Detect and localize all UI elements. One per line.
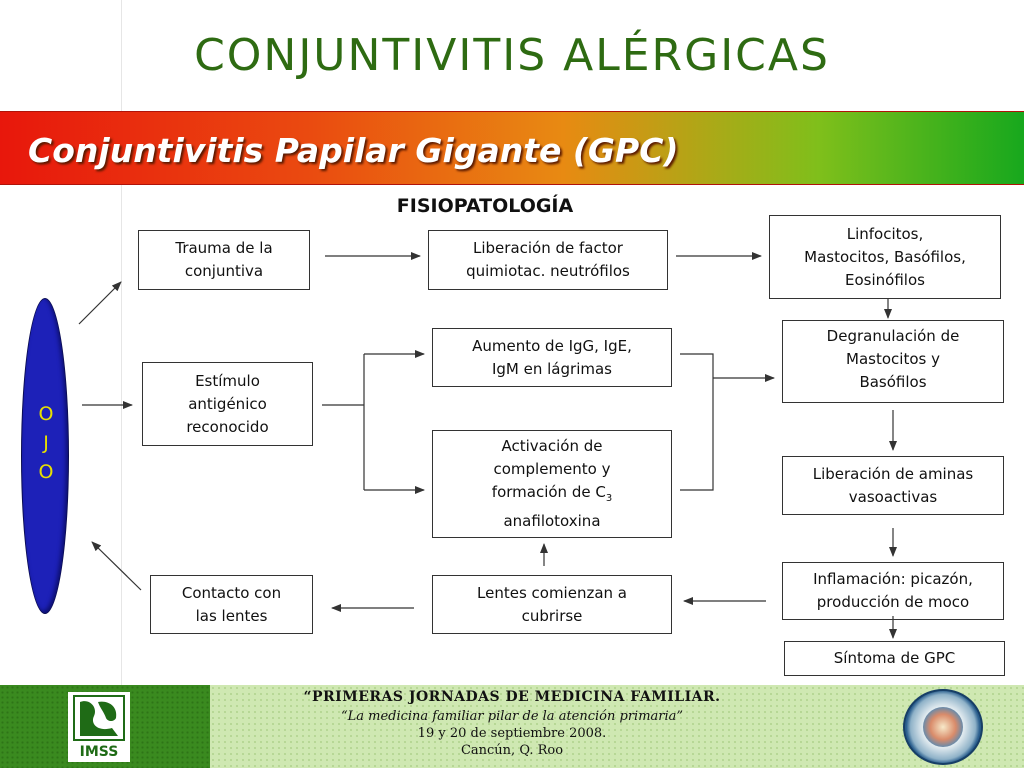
node-aumento-igg: Aumento de IgG, IgE, IgM en lágrimas bbox=[432, 328, 672, 387]
node-estimulo-antigenico: Estímulo antigénico reconocido bbox=[142, 362, 313, 446]
eye-letter-o1: O bbox=[38, 403, 54, 425]
footer-event-title: “PRIMERAS JORNADAS DE MEDICINA FAMILIAR. bbox=[303, 689, 721, 705]
node-sintoma-gpc: Síntoma de GPC bbox=[784, 641, 1005, 676]
node-trauma-conjuntiva: Trauma de la conjuntiva bbox=[138, 230, 310, 290]
diagram-heading: FISIOPATOLOGÍA bbox=[396, 195, 574, 217]
footer-band bbox=[0, 685, 1024, 768]
page-title: CONJUNTIVITIS ALÉRGICAS bbox=[194, 30, 830, 81]
eye-letter-j: J bbox=[43, 432, 49, 454]
footer-event-subtitle: “La medicina familiar pilar de la atención primaria” bbox=[340, 709, 684, 724]
node-inflamacion: Inflamación: picazón, producción de moco bbox=[782, 562, 1004, 620]
eye-letter-o2: O bbox=[38, 461, 54, 483]
arrow-contacto-to-eye bbox=[92, 542, 141, 590]
node-liberacion-aminas: Liberación de aminas vasoactivas bbox=[782, 456, 1004, 515]
node-liberacion-factor: Liberación de factor quimiotac. neutrófilos bbox=[428, 230, 668, 290]
footer-event-date: 19 y 20 de septiembre 2008. bbox=[417, 726, 607, 741]
node-contacto-lentes: Contacto con las lentes bbox=[150, 575, 313, 634]
banner-title: Conjuntivitis Papilar Gigante (GPC) bbox=[28, 131, 679, 170]
node-activacion-complemento: Activación de complemento y formación de $C_3$ anafilotoxina bbox=[432, 430, 672, 538]
node-degranulacion: Degranulación de Mastocitos y Basófilos bbox=[782, 320, 1004, 403]
medical-seal-center bbox=[923, 707, 963, 747]
medical-seal-icon bbox=[903, 689, 983, 765]
node-linfocitos: Linfocitos, Mastocitos, Basófilos, Eosinófilos bbox=[769, 215, 1001, 299]
footer-event-location: Cancún, Q. Roo bbox=[460, 743, 564, 758]
node-lentes-cubrirse: Lentes comienzan a cubrirse bbox=[432, 575, 672, 634]
arrow-eye-to-trauma bbox=[79, 282, 121, 324]
imss-logo-text: IMSS bbox=[79, 744, 119, 760]
bracket-merge bbox=[680, 354, 713, 490]
